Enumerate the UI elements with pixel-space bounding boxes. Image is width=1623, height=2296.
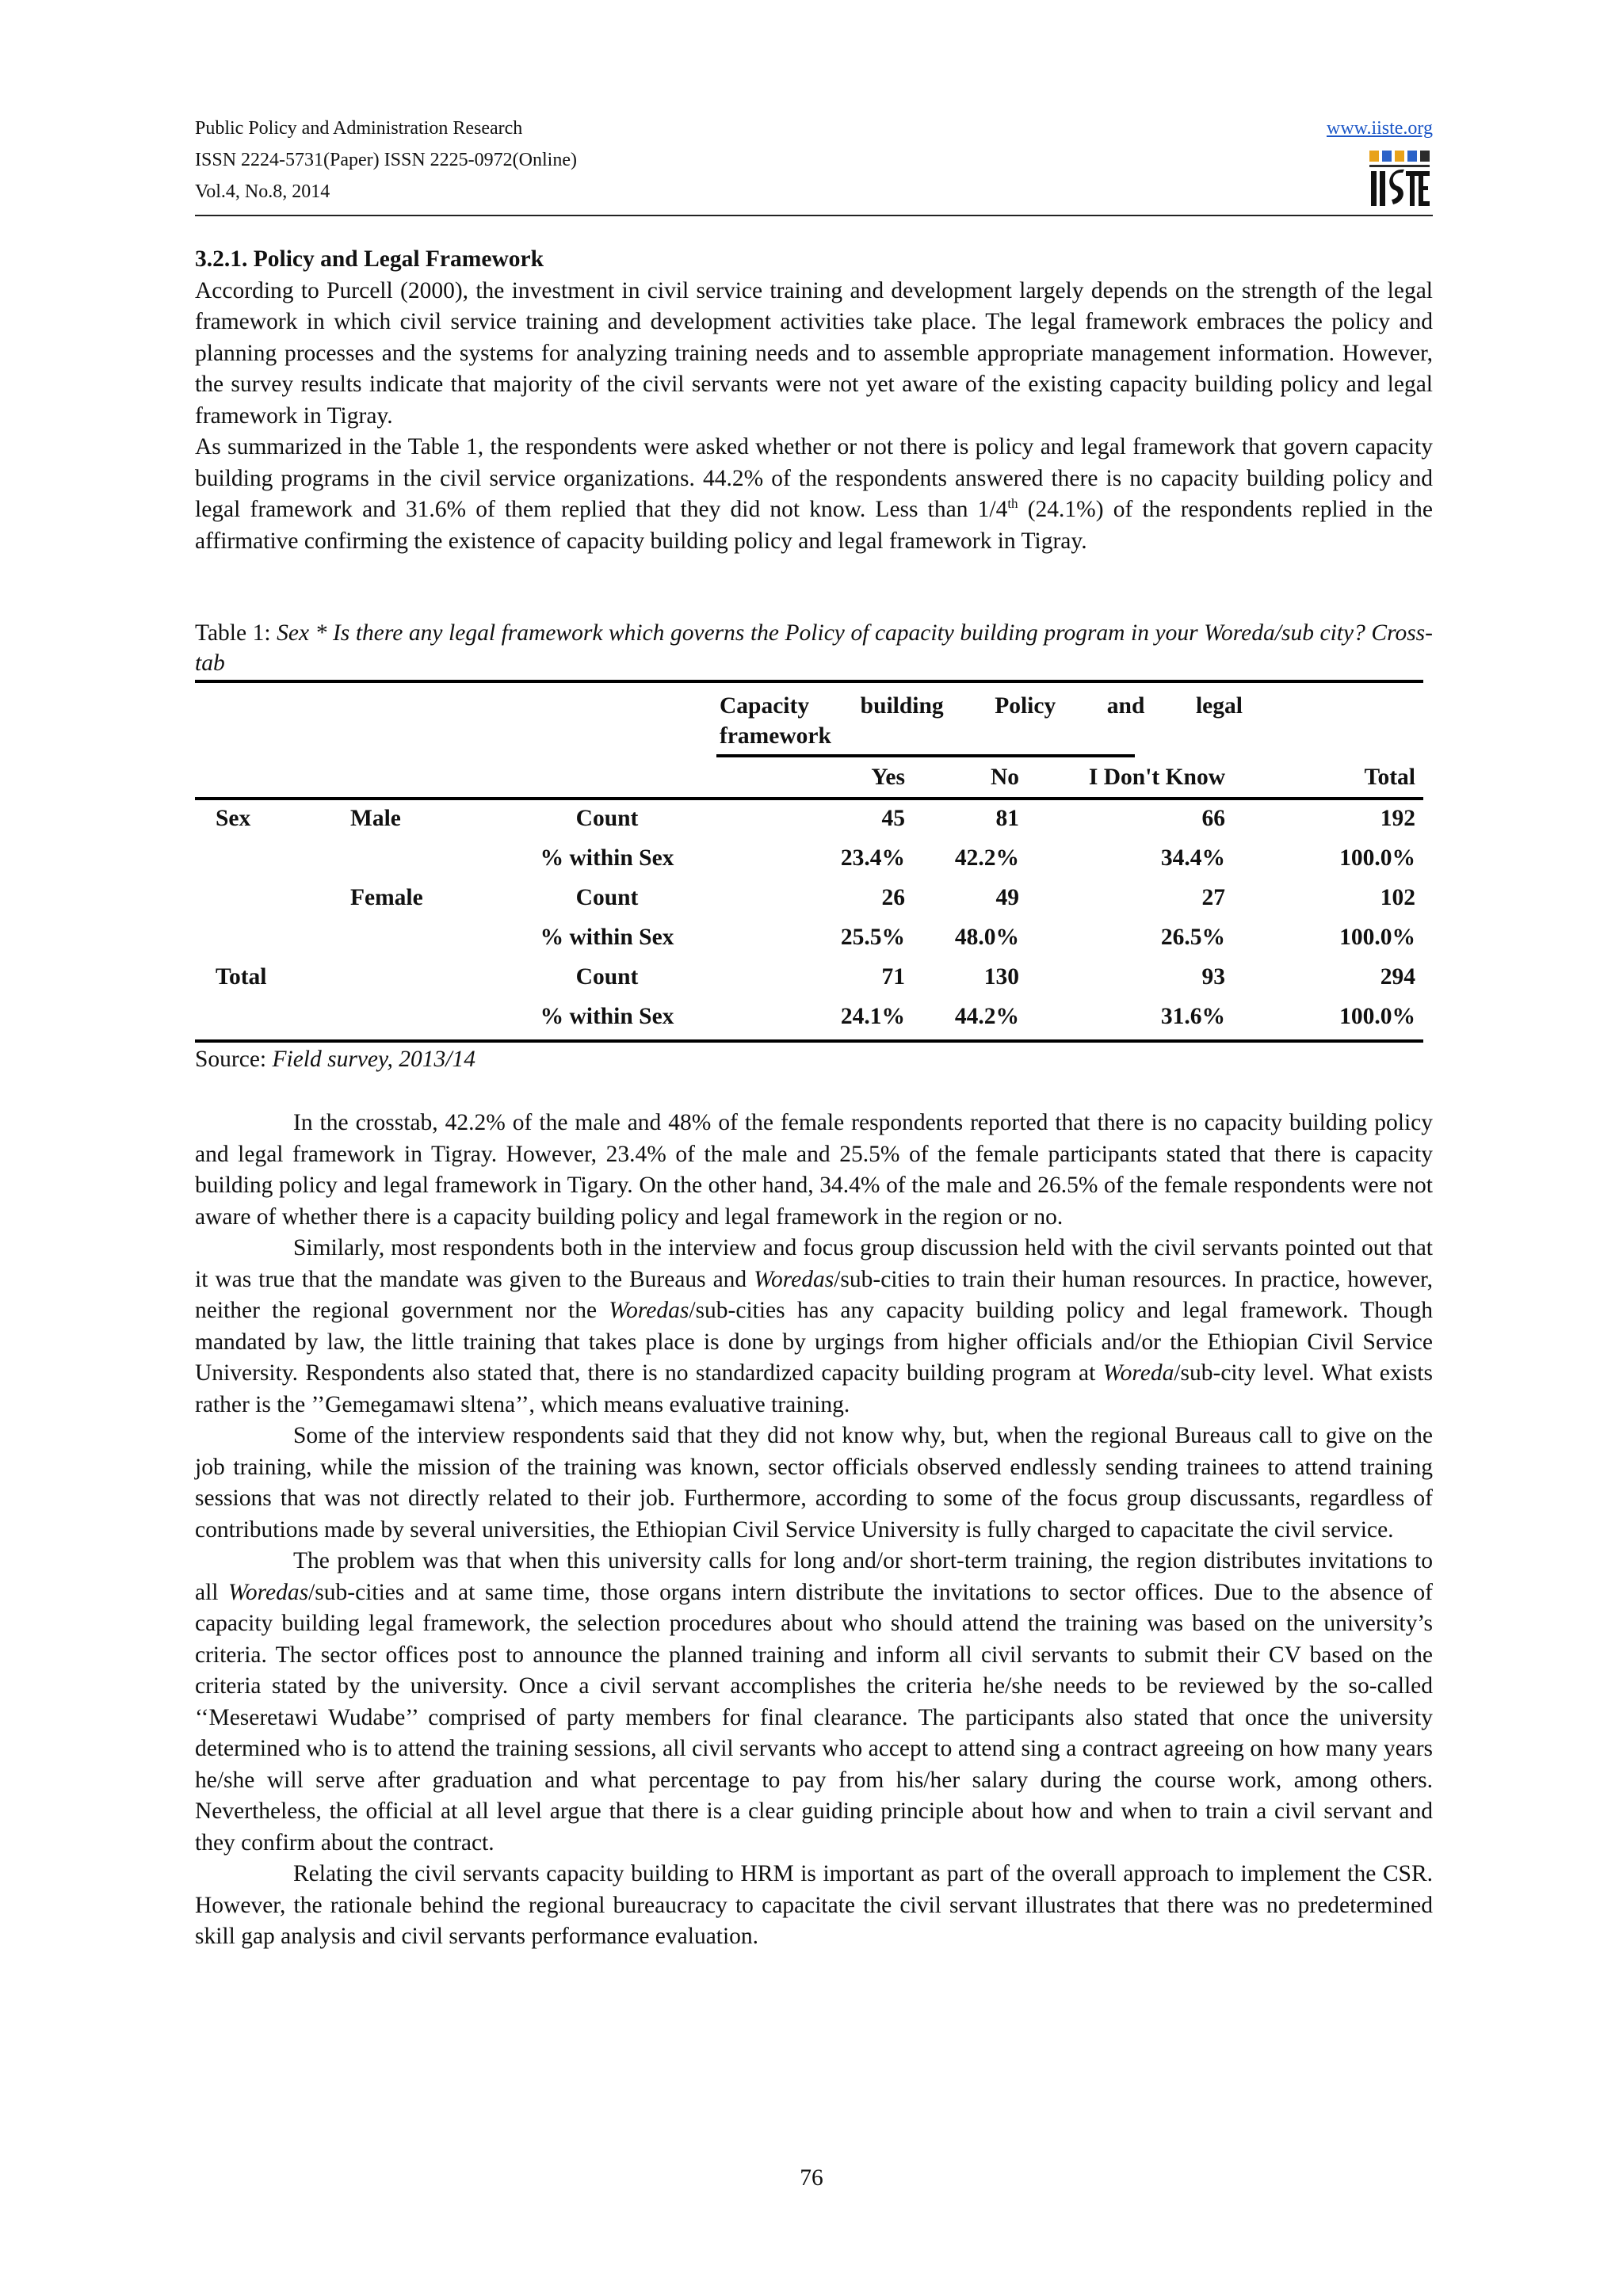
table-source (195, 1044, 475, 1074)
spanning-header-word: building (860, 693, 944, 719)
table-spanning-header (720, 691, 1243, 751)
spanning-header-word: Capacity (720, 693, 810, 719)
paragraph-4-text-a: Similarly, most respondents both in the interview and focus group discussion held with the civil servants pointed out that it was true that the mandate was given to the Bureaus and (195, 1235, 1433, 1292)
paragraph-7: Relating the civil servants capacity building to HRM is important as part of the overall approach to implement the CSR. However, the rationale behind the regional bureaucracy to capacitate the civil servant illustrates that there was no predetermined skill gap analysis and civil servants performance evaluation. (195, 1861, 1433, 1949)
table-cell: 294 (1380, 964, 1415, 990)
paragraph-6-woredas: Woredas (228, 1579, 309, 1605)
table-cell: 31.6% (1160, 1004, 1225, 1029)
table-span-rule (716, 754, 1135, 757)
paragraph-4-text-b: /sub-cities to train their human resources. In practice, however, neither the regional government nor the (195, 1266, 1434, 1323)
paragraph-4 (195, 1233, 1433, 1421)
paragraph-6-text-a: The problem was that when this university calls for long and/or short-term training, the region distributes invitations to all (195, 1548, 1433, 1605)
journal-info (195, 113, 577, 208)
table-cell: 34.4% (1160, 845, 1225, 871)
paragraph-5: Some of the interview respondents said that they did not know why, but, when the regional Bureaus call to give on the job training, while the mission of the training was known, sector officials observed endlessly sending trainees to attend training sessions that was not directly related to their job. Furthermore, according to some of the focus group discussants, regardless of contributions made by several universities, the Ethiopian Civil Service University is fully charged to capacitate the civil service. (195, 1423, 1433, 1543)
row-measure-label: % within Sex (540, 845, 674, 871)
row-measure-label: Count (575, 885, 639, 910)
spanning-header-word: and (1106, 693, 1145, 719)
paragraph-4-text-c: /sub-cities has any capacity building policy and legal framework. Though mandated by law, the little training that takes place is done by urgings from higher officials and/or the Ethiopian Civil Service University. Respondents also stated that, there is no standardized capacity building program at (195, 1298, 1433, 1386)
ordinal-superscript: th (1007, 496, 1018, 512)
iiste-logo-icon (1368, 149, 1431, 209)
paragraph-4-woredas-2: Woredas (609, 1298, 689, 1323)
table-cell: 192 (1380, 806, 1415, 831)
row-measure-label: Count (575, 806, 639, 831)
table-cell: 100.0% (1339, 1004, 1415, 1029)
paragraph-4-woreda: Woreda (1102, 1360, 1174, 1386)
table-cell: 93 (1201, 964, 1225, 990)
spanning-header-line-1 (720, 691, 1243, 721)
table-cell: 100.0% (1339, 845, 1415, 871)
crosstab-table (195, 680, 1423, 1044)
body-text (195, 1108, 1433, 1953)
spanning-header-word: Policy (995, 693, 1056, 719)
table-cell: 100.0% (1339, 925, 1415, 950)
column-header-no: No (990, 765, 1019, 790)
table-cell: 66 (1201, 806, 1225, 831)
table-cell: 102 (1380, 885, 1415, 910)
journal-name: Public Policy and Administration Research (195, 118, 523, 139)
paragraph-4-woredas-1: Woredas (754, 1266, 834, 1292)
table-cell: 130 (983, 964, 1019, 990)
paragraph-6 (195, 1546, 1433, 1859)
row-subgroup-label: Male (350, 806, 401, 831)
table-caption-title: Sex * Is there any legal framework which governs the Policy of capacity building program in your Woreda/sub city? Cross-tab (195, 620, 1433, 676)
journal-header (195, 113, 1433, 214)
header-divider (195, 215, 1433, 216)
row-group-label: Total (216, 964, 267, 990)
table-header-rule (195, 797, 1423, 800)
table-cell: 24.1% (840, 1004, 905, 1029)
table-cell: 49 (995, 885, 1019, 910)
table-cell: 45 (881, 806, 905, 831)
paragraph-6-text-b: /sub-cities and at same time, those organs intern distribute the invitations to sector offices. Due to the absence of capacity building legal framework, the selection procedures about who should attend the training was based on the university’s criteria. The sector offices post to announce the planned training and inform all civil servants to submit their CV based on the criteria stated by the university. Once a civil servant accomplishes the criteria he/she needs to be reviewed by the so-called ‘‘Meseretawi Wudabe’’ comprised of party members for final clearance. The participants also stated that once the university determined who is to attend the training sessions, all civil servants who accept to attend sing a contract agreeing on how many years he/she will serve after graduation and what percentage to pay from his/her salary during the course work, among others. Nevertheless, the official at all level argue that there is a clear guiding principle about how and when to train a civil servant and they confirm about the contract. (195, 1579, 1433, 1855)
journal-issn: ISSN 2224-5731(Paper) ISSN 2225-0972(Online) (195, 150, 577, 170)
journal-url-link[interactable]: www.iiste.org (1327, 118, 1433, 139)
table-top-rule (195, 680, 1423, 683)
table-bottom-rule (195, 1039, 1423, 1043)
paragraph-2 (195, 432, 1433, 557)
column-header-yes: Yes (871, 765, 905, 790)
spanning-header-word: legal (1195, 693, 1243, 719)
table-cell: 48.0% (954, 925, 1019, 950)
table-cell: 81 (995, 806, 1019, 831)
paragraph-2-text-a: As summarized in the Table 1, the respondents were asked whether or not there is policy and legal framework that govern capacity building programs in the civil service organizations. 44.2% of the respondents answered there is no capacity building policy and legal framework and 31.6% of them replied that they did not know. Less than 1/4 (195, 434, 1433, 522)
table-cell: 42.2% (954, 845, 1019, 871)
paragraph-4-text-d: /sub-city level. What exists rather is the ’’Gemegamawi sltena’’, which means evaluative training. (195, 1360, 1433, 1417)
page-number: 76 (800, 2165, 823, 2191)
table-cell: 27 (1201, 885, 1225, 910)
row-measure-label: % within Sex (540, 1004, 674, 1029)
table-caption (195, 618, 1433, 678)
table-cell: 23.4% (840, 845, 905, 871)
section-block (195, 244, 1433, 557)
table-cell: 25.5% (840, 925, 905, 950)
spanning-header-line-2: framework (720, 723, 831, 749)
row-measure-label: Count (575, 964, 639, 990)
row-group-label: Sex (216, 806, 251, 831)
row-measure-label: % within Sex (540, 925, 674, 950)
section-heading: 3.2.1. Policy and Legal Framework (195, 246, 544, 272)
column-header-total: Total (1364, 765, 1415, 790)
table-cell: 44.2% (954, 1004, 1019, 1029)
source-label: Source: (195, 1047, 273, 1072)
paragraph-1: According to Purcell (2000), the investment in civil service training and development largely depends on the strength of the legal framework in which civil service training and development activities take place. The legal framework embraces the policy and planning processes and the systems for analyzing training needs and to assemble appropriate management information. However, the survey results indicate that majority of the civil servants were not yet aware of the existing capacity building policy and legal framework in Tigray. (195, 277, 1433, 429)
journal-volume: Vol.4, No.8, 2014 (195, 181, 330, 202)
paragraph-3: In the crosstab, 42.2% of the male and 48% of the female respondents reported that there is no capacity building policy and legal framework in Tigray. However, 23.4% of the male and 25.5% of the female participants stated that there is capacity building policy and legal framework in Tigary. On the other hand, 34.4% of the male and 26.5% of the female respondents were not aware of whether there is a capacity building policy and legal framework in the region or no. (195, 1110, 1433, 1230)
table-cell: 71 (881, 964, 905, 990)
source-value: Field survey, 2013/14 (272, 1047, 475, 1072)
row-subgroup-label: Female (350, 885, 423, 910)
paragraph-2-text-b: (24.1%) of the respondents replied in the affirmative confirming the existence of capacity building policy and legal framework in Tigray. (195, 497, 1433, 554)
table-cell: 26 (881, 885, 905, 910)
column-header-dont-know: I Don't Know (1088, 765, 1225, 790)
table-cell: 26.5% (1160, 925, 1225, 950)
table-caption-label: Table 1: (195, 620, 277, 646)
